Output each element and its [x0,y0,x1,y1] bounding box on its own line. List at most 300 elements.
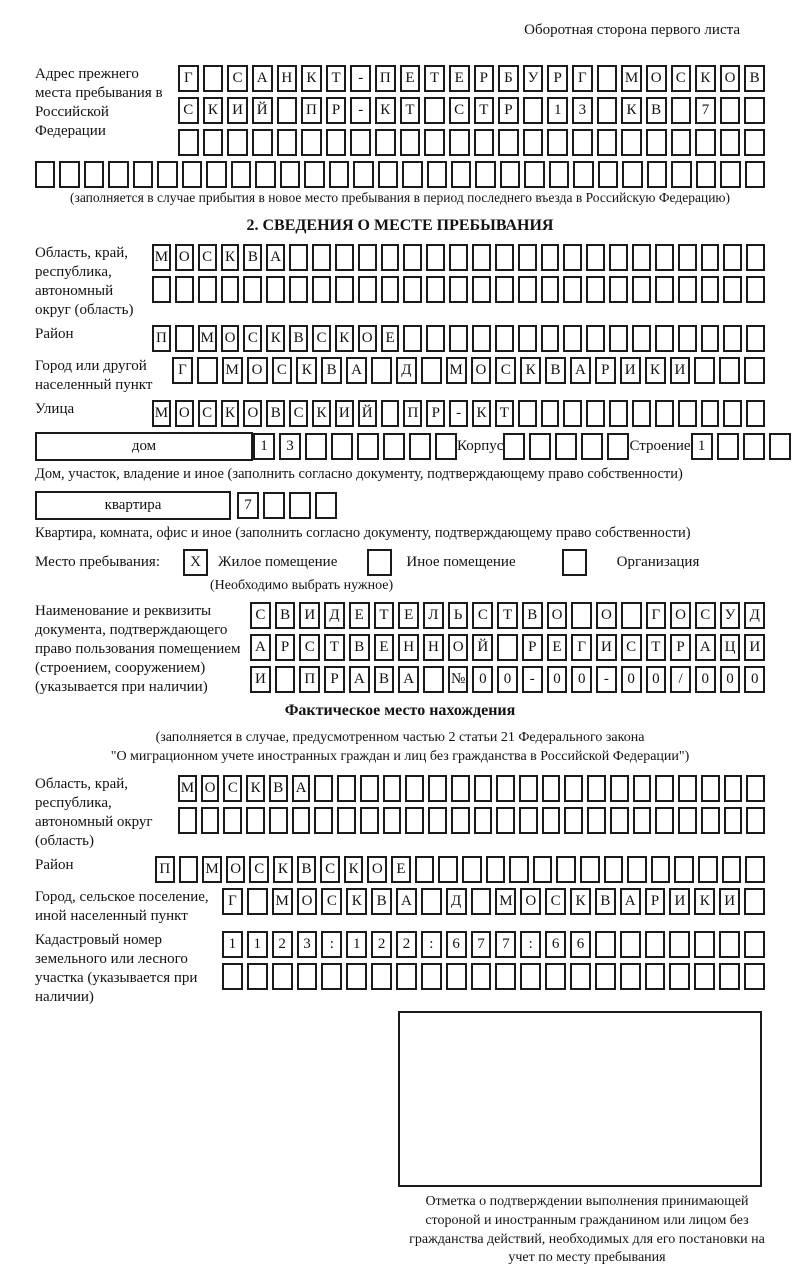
char-cell[interactable] [609,325,628,352]
char-cell[interactable] [744,357,765,384]
char-cell[interactable]: К [221,400,240,427]
char-cell[interactable] [59,161,79,188]
char-cell[interactable] [743,433,765,460]
char-cell[interactable]: Й [472,634,493,661]
stay-type-checkbox-organization[interactable] [562,549,587,576]
char-cell[interactable]: 2 [396,931,417,958]
char-cell[interactable]: М [272,888,293,915]
char-cell[interactable] [221,276,240,303]
char-cell[interactable] [555,433,577,460]
char-cell[interactable]: А [620,888,641,915]
char-cell[interactable] [451,807,470,834]
char-cell[interactable] [289,244,308,271]
char-cell[interactable] [403,276,422,303]
char-cell[interactable]: 7 [237,492,259,519]
char-cell[interactable] [471,963,492,990]
char-cell[interactable] [266,276,285,303]
char-cell[interactable]: Н [423,634,444,661]
char-cell[interactable]: С [178,97,199,124]
char-cell[interactable] [696,161,716,188]
char-cell[interactable]: С [321,888,342,915]
char-cell[interactable] [451,775,470,802]
char-cell[interactable] [621,602,642,629]
char-cell[interactable] [108,161,128,188]
char-cell[interactable] [500,161,520,188]
char-cell[interactable] [655,775,674,802]
char-cell[interactable]: О [596,602,617,629]
char-cell[interactable] [586,325,605,352]
char-cell[interactable]: 0 [497,666,518,693]
char-cell[interactable] [375,129,396,156]
char-cell[interactable] [746,276,765,303]
char-cell[interactable] [671,129,692,156]
char-cell[interactable]: 7 [695,97,716,124]
char-cell[interactable]: 2 [272,931,293,958]
char-cell[interactable] [451,161,471,188]
char-cell[interactable]: Б [498,65,519,92]
char-cell[interactable]: 0 [547,666,568,693]
char-cell[interactable] [678,244,697,271]
char-cell[interactable]: А [695,634,716,661]
char-cell[interactable]: 0 [571,666,592,693]
char-cell[interactable] [381,276,400,303]
char-cell[interactable] [277,97,298,124]
char-cell[interactable]: Е [547,634,568,661]
char-cell[interactable]: К [246,775,265,802]
char-cell[interactable]: 0 [720,666,741,693]
char-cell[interactable]: С [198,400,217,427]
char-cell[interactable]: Г [222,888,243,915]
char-cell[interactable] [329,161,349,188]
char-cell[interactable] [179,856,199,883]
char-cell[interactable]: К [296,357,317,384]
char-cell[interactable] [597,65,618,92]
char-cell[interactable] [424,129,445,156]
char-cell[interactable]: А [250,634,271,661]
char-cell[interactable] [472,276,491,303]
char-cell[interactable] [694,931,715,958]
char-cell[interactable]: Р [326,97,347,124]
char-cell[interactable]: В [269,775,288,802]
char-cell[interactable]: : [520,931,541,958]
char-cell[interactable]: В [289,325,308,352]
char-cell[interactable]: 1 [222,931,243,958]
char-cell[interactable]: С [449,97,470,124]
char-cell[interactable]: Т [424,65,445,92]
char-cell[interactable]: Т [646,634,667,661]
char-cell[interactable] [426,276,445,303]
char-cell[interactable]: Д [396,357,417,384]
char-cell[interactable] [610,807,629,834]
char-cell[interactable] [289,276,308,303]
char-cell[interactable]: О [297,888,318,915]
char-cell[interactable] [669,931,690,958]
char-cell[interactable] [541,276,560,303]
char-cell[interactable]: О [358,325,377,352]
char-cell[interactable] [701,244,720,271]
char-cell[interactable] [503,433,525,460]
char-cell[interactable]: В [275,602,296,629]
char-cell[interactable] [655,807,674,834]
char-cell[interactable] [383,775,402,802]
char-cell[interactable] [669,963,690,990]
char-cell[interactable] [695,129,716,156]
char-cell[interactable]: 6 [545,931,566,958]
char-cell[interactable] [547,129,568,156]
char-cell[interactable]: В [595,888,616,915]
char-cell[interactable] [678,276,697,303]
char-cell[interactable] [556,856,576,883]
char-cell[interactable] [723,400,742,427]
char-cell[interactable] [358,276,377,303]
char-cell[interactable]: В [349,634,370,661]
char-cell[interactable] [587,775,606,802]
char-cell[interactable]: К [375,97,396,124]
char-cell[interactable] [275,666,296,693]
char-cell[interactable] [495,276,514,303]
char-cell[interactable] [542,807,561,834]
char-cell[interactable] [474,775,493,802]
char-cell[interactable]: Т [400,97,421,124]
char-cell[interactable] [326,129,347,156]
char-cell[interactable]: Д [324,602,345,629]
char-cell[interactable] [421,357,442,384]
house-type-field[interactable]: дом [35,432,253,461]
char-cell[interactable]: А [349,666,370,693]
char-cell[interactable]: М [621,65,642,92]
char-cell[interactable]: О [226,856,246,883]
char-cell[interactable]: У [720,602,741,629]
char-cell[interactable] [609,244,628,271]
char-cell[interactable] [541,400,560,427]
char-cell[interactable]: А [398,666,419,693]
char-cell[interactable] [405,775,424,802]
char-cell[interactable] [549,161,569,188]
char-cell[interactable] [263,492,285,519]
char-cell[interactable] [520,963,541,990]
char-cell[interactable]: Т [497,602,518,629]
char-cell[interactable]: П [375,65,396,92]
char-cell[interactable]: В [243,244,262,271]
char-cell[interactable]: О [520,888,541,915]
char-cell[interactable] [438,856,458,883]
char-cell[interactable] [175,276,194,303]
char-cell[interactable] [655,400,674,427]
char-cell[interactable] [746,807,765,834]
char-cell[interactable] [350,129,371,156]
char-cell[interactable] [371,357,392,384]
char-cell[interactable] [400,129,421,156]
char-cell[interactable]: : [421,931,442,958]
char-cell[interactable] [297,963,318,990]
char-cell[interactable] [378,161,398,188]
char-cell[interactable] [769,433,791,460]
char-cell[interactable] [178,129,199,156]
char-cell[interactable] [563,276,582,303]
char-cell[interactable] [564,775,583,802]
char-cell[interactable]: Т [326,65,347,92]
char-cell[interactable] [541,325,560,352]
char-cell[interactable]: М [495,888,516,915]
char-cell[interactable]: В [646,97,667,124]
char-cell[interactable]: К [335,325,354,352]
char-cell[interactable] [746,244,765,271]
char-cell[interactable] [609,400,628,427]
char-cell[interactable] [586,400,605,427]
char-cell[interactable]: / [670,666,691,693]
char-cell[interactable] [206,161,226,188]
char-cell[interactable]: К [221,244,240,271]
char-cell[interactable] [321,963,342,990]
char-cell[interactable] [597,97,618,124]
char-cell[interactable] [331,433,353,460]
char-cell[interactable] [496,807,515,834]
char-cell[interactable]: В [522,602,543,629]
char-cell[interactable]: О [175,244,194,271]
char-cell[interactable] [383,807,402,834]
char-cell[interactable] [518,244,537,271]
char-cell[interactable] [533,856,553,883]
char-cell[interactable]: Е [391,856,411,883]
char-cell[interactable]: 0 [621,666,642,693]
char-cell[interactable]: С [198,244,217,271]
char-cell[interactable]: 1 [253,433,275,460]
char-cell[interactable]: Р [595,357,616,384]
char-cell[interactable] [474,129,495,156]
char-cell[interactable] [247,963,268,990]
char-cell[interactable] [84,161,104,188]
char-cell[interactable]: М [222,357,243,384]
char-cell[interactable]: И [719,888,740,915]
char-cell[interactable] [201,807,220,834]
char-cell[interactable] [426,325,445,352]
char-cell[interactable] [178,807,197,834]
char-cell[interactable]: У [523,65,544,92]
char-cell[interactable]: 1 [691,433,713,460]
char-cell[interactable]: С [272,357,293,384]
char-cell[interactable]: О [646,65,667,92]
char-cell[interactable] [674,856,694,883]
char-cell[interactable] [719,357,740,384]
char-cell[interactable] [495,963,516,990]
char-cell[interactable]: Г [178,65,199,92]
char-cell[interactable] [426,244,445,271]
char-cell[interactable] [409,433,431,460]
char-cell[interactable] [651,856,671,883]
char-cell[interactable] [597,129,618,156]
char-cell[interactable] [744,888,765,915]
char-cell[interactable] [35,161,55,188]
char-cell[interactable] [541,244,560,271]
char-cell[interactable]: Е [381,325,400,352]
char-cell[interactable]: И [596,634,617,661]
char-cell[interactable]: И [744,634,765,661]
char-cell[interactable]: Е [349,602,370,629]
char-cell[interactable] [745,856,765,883]
char-cell[interactable]: О [471,357,492,384]
char-cell[interactable] [383,433,405,460]
char-cell[interactable] [495,325,514,352]
char-cell[interactable] [255,161,275,188]
char-cell[interactable] [524,161,544,188]
char-cell[interactable]: Г [572,65,593,92]
char-cell[interactable] [381,244,400,271]
char-cell[interactable] [542,775,561,802]
char-cell[interactable]: - [522,666,543,693]
char-cell[interactable] [133,161,153,188]
char-cell[interactable] [571,602,592,629]
char-cell[interactable] [633,807,652,834]
char-cell[interactable] [292,807,311,834]
char-cell[interactable]: Д [744,602,765,629]
char-cell[interactable]: П [403,400,422,427]
char-cell[interactable] [563,244,582,271]
char-cell[interactable] [304,161,324,188]
char-cell[interactable] [744,97,765,124]
char-cell[interactable]: К [312,400,331,427]
char-cell[interactable] [223,807,242,834]
char-cell[interactable] [203,129,224,156]
char-cell[interactable]: - [449,400,468,427]
char-cell[interactable] [243,276,262,303]
char-cell[interactable] [231,161,251,188]
char-cell[interactable]: О [201,775,220,802]
char-cell[interactable] [632,325,651,352]
char-cell[interactable] [396,963,417,990]
char-cell[interactable] [360,807,379,834]
char-cell[interactable]: : [321,931,342,958]
char-cell[interactable]: Р [522,634,543,661]
char-cell[interactable]: 0 [646,666,667,693]
char-cell[interactable] [722,856,742,883]
char-cell[interactable]: 1 [346,931,367,958]
char-cell[interactable] [723,325,742,352]
char-cell[interactable]: О [247,357,268,384]
char-cell[interactable]: М [152,400,171,427]
char-cell[interactable]: Н [277,65,298,92]
char-cell[interactable] [581,433,603,460]
char-cell[interactable]: К [570,888,591,915]
char-cell[interactable] [678,775,697,802]
char-cell[interactable] [403,325,422,352]
char-cell[interactable] [523,97,544,124]
char-cell[interactable] [519,807,538,834]
char-cell[interactable]: 3 [279,433,301,460]
char-cell[interactable]: С [249,856,269,883]
char-cell[interactable] [280,161,300,188]
char-cell[interactable]: В [266,400,285,427]
char-cell[interactable] [449,276,468,303]
char-cell[interactable] [607,433,629,460]
char-cell[interactable] [353,161,373,188]
char-cell[interactable]: О [720,65,741,92]
char-cell[interactable] [312,244,331,271]
char-cell[interactable] [744,129,765,156]
char-cell[interactable]: К [266,325,285,352]
char-cell[interactable]: Т [324,634,345,661]
char-cell[interactable] [360,775,379,802]
char-cell[interactable] [720,161,740,188]
char-cell[interactable] [518,325,537,352]
char-cell[interactable]: И [620,357,641,384]
char-cell[interactable]: Г [646,602,667,629]
char-cell[interactable] [719,931,740,958]
char-cell[interactable]: Г [571,634,592,661]
char-cell[interactable] [198,276,217,303]
char-cell[interactable] [315,492,337,519]
char-cell[interactable] [428,807,447,834]
char-cell[interactable] [655,276,674,303]
char-cell[interactable] [509,856,529,883]
char-cell[interactable] [403,244,422,271]
char-cell[interactable]: Ь [448,602,469,629]
char-cell[interactable] [580,856,600,883]
char-cell[interactable] [563,325,582,352]
char-cell[interactable]: 7 [471,931,492,958]
char-cell[interactable]: К [695,65,716,92]
char-cell[interactable] [745,161,765,188]
char-cell[interactable] [402,161,422,188]
char-cell[interactable]: С [243,325,262,352]
char-cell[interactable]: А [252,65,273,92]
char-cell[interactable] [252,129,273,156]
char-cell[interactable] [678,325,697,352]
char-cell[interactable]: К [346,888,367,915]
char-cell[interactable]: К [621,97,642,124]
char-cell[interactable] [371,963,392,990]
char-cell[interactable]: С [472,602,493,629]
char-cell[interactable]: А [570,357,591,384]
char-cell[interactable]: Е [400,65,421,92]
char-cell[interactable] [424,97,445,124]
char-cell[interactable]: В [374,666,395,693]
char-cell[interactable]: А [292,775,311,802]
char-cell[interactable]: С [495,357,516,384]
char-cell[interactable] [564,807,583,834]
char-cell[interactable] [595,931,616,958]
char-cell[interactable]: А [346,357,367,384]
char-cell[interactable]: 3 [572,97,593,124]
char-cell[interactable]: И [669,888,690,915]
char-cell[interactable] [227,129,248,156]
char-cell[interactable]: С [227,65,248,92]
char-cell[interactable] [620,931,641,958]
char-cell[interactable] [381,400,400,427]
char-cell[interactable] [744,931,765,958]
char-cell[interactable] [474,807,493,834]
char-cell[interactable]: 0 [695,666,716,693]
char-cell[interactable] [610,775,629,802]
char-cell[interactable] [423,666,444,693]
char-cell[interactable]: О [243,400,262,427]
char-cell[interactable]: К [203,97,224,124]
char-cell[interactable] [701,775,720,802]
char-cell[interactable] [746,400,765,427]
char-cell[interactable] [449,129,470,156]
char-cell[interactable]: К [694,888,715,915]
char-cell[interactable] [587,807,606,834]
char-cell[interactable] [655,325,674,352]
char-cell[interactable]: С [312,325,331,352]
char-cell[interactable]: К [344,856,364,883]
char-cell[interactable] [175,325,194,352]
char-cell[interactable] [717,433,739,460]
char-cell[interactable] [719,963,740,990]
char-cell[interactable] [312,276,331,303]
char-cell[interactable] [586,244,605,271]
char-cell[interactable] [523,129,544,156]
char-cell[interactable]: С [223,775,242,802]
